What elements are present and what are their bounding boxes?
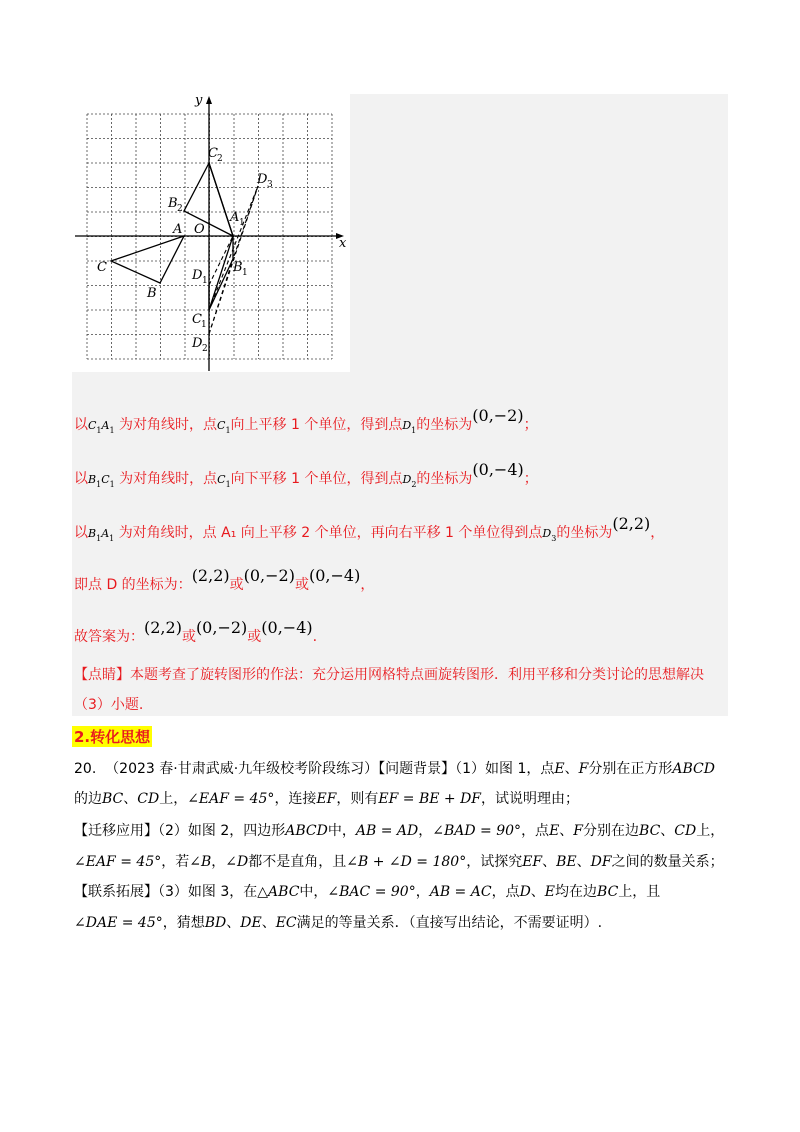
text: ，连接: [274, 791, 317, 807]
text: 即点 D 的坐标为：: [74, 577, 192, 593]
math-var: ABCD: [672, 761, 715, 777]
label-d3: D: [257, 172, 268, 187]
text: 以: [74, 525, 88, 541]
math-sub: 3: [551, 533, 557, 543]
label-d2-sub: 2: [202, 344, 208, 354]
text: 都不是直角，且: [248, 854, 347, 870]
math-var: B: [88, 527, 97, 540]
text: 的坐标为: [416, 417, 473, 433]
label-c2: C: [208, 146, 218, 161]
solution-line-1: [74, 406, 538, 435]
text: 以: [74, 471, 88, 487]
problem-line-4: [74, 851, 724, 871]
math-var: BC: [639, 823, 661, 839]
coordinate: (0,−2): [472, 406, 524, 425]
math-expr: ∠BAD = 90°: [432, 823, 522, 839]
text: 、: [559, 823, 574, 839]
coordinate-plane: [72, 94, 350, 372]
text: 中，: [299, 884, 328, 900]
label-b1: B: [233, 260, 243, 275]
math-var: E: [549, 823, 560, 839]
label-a1: A: [230, 210, 240, 225]
math-expr: ∠EAF = 45°: [74, 854, 162, 870]
text: 上，: [159, 791, 188, 807]
text: 、: [530, 884, 545, 900]
math-var: F: [578, 761, 589, 777]
math-var: BC: [597, 884, 619, 900]
math-var: ABCD: [285, 823, 328, 839]
comment-line-1: 【点睛】本题考查了旋转图形的作法：充分运用网格特点画旋转图形．利用平移和分类讨论的思想解决: [74, 667, 704, 683]
text: .: [312, 629, 318, 645]
math-var: E: [544, 884, 556, 900]
text: 、: [660, 823, 675, 839]
triangle-abc: [111, 236, 184, 283]
label-b2-sub: 2: [177, 204, 183, 214]
text: 或: [247, 629, 262, 645]
text: ，: [418, 823, 433, 839]
text: 满足的等量关系．（直接写出结论，不需要证明）.: [296, 915, 603, 931]
text: 向上平移 1 个单位，得到点: [230, 417, 403, 433]
axis-label-y: y: [195, 94, 203, 108]
label-d1-sub: 1: [202, 276, 208, 286]
text: 之间的数量关系；: [611, 854, 724, 870]
coordinate: (0,−2): [195, 618, 248, 637]
text: ，试探究: [466, 854, 523, 870]
text: 分别在边: [583, 823, 640, 839]
math-var: BE: [556, 854, 577, 870]
math-sub: 2: [411, 479, 417, 489]
text: 中，: [327, 823, 356, 839]
math-var: E: [554, 761, 565, 777]
label-a1-sub: 1: [239, 218, 245, 228]
problem-line-2: [74, 788, 579, 808]
math-var: CD: [674, 823, 697, 839]
dash-d1-a1: [209, 236, 233, 285]
math-var: C: [101, 473, 110, 486]
math-expr: ∠B: [189, 854, 212, 870]
problem-line-1: [74, 758, 715, 778]
math-var: C: [217, 419, 226, 432]
coordinate-figure: [72, 94, 350, 372]
math-var: A: [101, 527, 110, 540]
text: 的坐标为: [416, 471, 473, 487]
text: 、: [261, 915, 276, 931]
text: ，猜想: [162, 915, 205, 931]
math-sub: 1: [96, 533, 102, 543]
text: ，: [415, 884, 430, 900]
coordinate: (2,2): [612, 514, 651, 533]
math-expr: ∠D: [225, 854, 249, 870]
text: 或: [294, 577, 309, 593]
math-var: BD: [204, 915, 227, 931]
coordinate: (0,−4): [472, 460, 524, 479]
solution-line-5: [74, 618, 318, 646]
math-sub: 1: [96, 425, 102, 435]
text: 、: [226, 915, 241, 931]
math-var: DE: [240, 915, 262, 931]
math-var: EF: [522, 854, 543, 870]
label-c1: C: [192, 312, 202, 327]
text: 均在边: [555, 884, 598, 900]
y-axis-arrow: [206, 96, 212, 104]
math-sub: 1: [411, 425, 417, 435]
math-expr: AB = AC: [429, 884, 492, 900]
text: ，点: [521, 823, 550, 839]
math-var: EF: [316, 791, 337, 807]
math-expr: ∠BAC = 90°: [327, 884, 416, 900]
math-expr: ∠B + ∠D = 180°: [346, 854, 467, 870]
text: 、: [123, 791, 138, 807]
math-var: EC: [275, 915, 297, 931]
math-var: D: [402, 473, 412, 486]
dash-c1-d3: [209, 186, 258, 310]
math-var: A: [101, 419, 110, 432]
text: ，点: [491, 884, 520, 900]
text: 、: [564, 761, 579, 777]
math-expr: △ABC: [257, 884, 300, 900]
math-var: DF: [590, 854, 612, 870]
text: 的边: [74, 791, 102, 807]
math-var: B: [88, 473, 97, 486]
label-a: A: [173, 222, 183, 237]
math-expr: EF = BE + DF: [378, 791, 482, 807]
text: 故答案为：: [74, 629, 144, 645]
text: ，试说明理由；: [481, 791, 580, 807]
math-sub: 1: [109, 533, 115, 543]
text: ；: [523, 417, 538, 433]
dash-d2-b1: [209, 259, 233, 334]
text: ，: [211, 854, 226, 870]
problem-line-3: [74, 820, 724, 840]
label-d1: D: [192, 268, 203, 283]
math-var: BC: [102, 791, 124, 807]
text: 上，且: [618, 884, 661, 900]
label-o: O: [194, 222, 205, 237]
axis-label-x: x: [339, 236, 347, 251]
solution-line-2: [74, 460, 538, 489]
label-c2-sub: 2: [217, 154, 223, 164]
text: 以: [74, 417, 88, 433]
text: ，: [650, 525, 665, 541]
text: 【迁移应用】（2）如图 2，四边形: [74, 823, 286, 839]
math-sub: 1: [96, 479, 102, 489]
text: 或: [229, 577, 244, 593]
math-expr: ∠EAF = 45°: [187, 791, 275, 807]
text: 为对角线时，点: [119, 417, 218, 433]
problem-line-6: [74, 912, 602, 932]
text: ，若: [161, 854, 190, 870]
text: 向下平移 1 个单位，得到点: [230, 471, 403, 487]
text: 的坐标为: [556, 525, 613, 541]
coordinate: (0,−4): [261, 618, 313, 637]
math-sub: 1: [109, 479, 115, 489]
math-sub: 1: [109, 425, 115, 435]
math-var: D: [519, 884, 531, 900]
label-c1-sub: 1: [201, 320, 207, 330]
coordinate: (2,2): [191, 566, 230, 585]
solution-line-3: [74, 514, 665, 543]
solution-line-4: [74, 566, 375, 594]
label-b: B: [147, 286, 157, 301]
text: 分别在正方形: [588, 761, 673, 777]
text: 【联系拓展】（3）如图 3，在: [74, 884, 258, 900]
label-b1-sub: 1: [242, 268, 248, 278]
math-var: D: [542, 527, 552, 540]
text: （2023 春·甘肃武威·九年级校考阶段练习）【问题背景】（1）如图 1，点: [105, 761, 555, 777]
text: 或: [181, 629, 196, 645]
text: 为对角线时，点 A₁ 向上平移 2 个单位，再向右平移 1 个单位得到点: [118, 525, 543, 541]
text: ，则有: [336, 791, 379, 807]
text: ，: [360, 577, 375, 593]
math-expr: ∠DAE = 45°: [74, 915, 163, 931]
text: 为对角线时，点: [119, 471, 218, 487]
label-d2: D: [192, 336, 203, 351]
problem-number: 20.: [74, 761, 97, 777]
text: 上，: [696, 823, 725, 839]
section-heading: 2.转化思想: [74, 728, 151, 746]
label-c: C: [97, 260, 107, 275]
math-expr: AB = AD: [355, 823, 419, 839]
comment-line-2: （3）小题.: [74, 697, 144, 713]
coordinate: (2,2): [144, 618, 182, 637]
math-var: C: [88, 419, 97, 432]
label-d3-sub: 3: [267, 180, 273, 190]
math-var: F: [573, 823, 584, 839]
math-var: C: [217, 473, 226, 486]
math-var: CD: [137, 791, 160, 807]
text: 、: [576, 854, 591, 870]
coordinate: (0,−2): [243, 566, 295, 585]
math-sub: 1: [225, 479, 231, 489]
coordinate: (0,−4): [308, 566, 361, 585]
problem-line-5: [74, 881, 660, 901]
math-sub: 1: [225, 425, 231, 435]
text: 、: [542, 854, 557, 870]
text: ；: [523, 471, 538, 487]
math-var: D: [402, 419, 412, 432]
label-b2: B: [168, 196, 178, 211]
